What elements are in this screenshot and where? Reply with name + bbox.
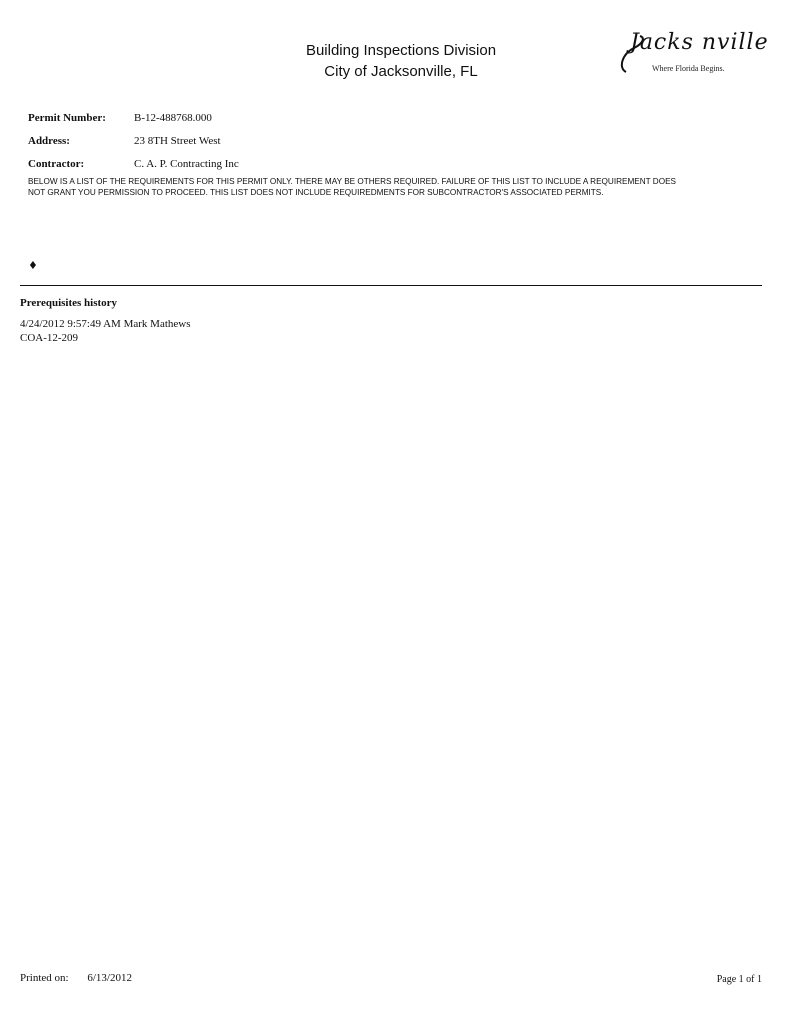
field-value: B-12-488768.000 <box>134 112 212 124</box>
printed-on <box>20 972 132 984</box>
requirements-notice: BELOW IS A LIST OF THE REQUIREMENTS FOR THIS PERMIT ONLY. THERE MAY BE OTHERS REQUIRED. FAILURE OF THIS LIST TO INCLUDE A REQUIREMENT DOES NOT GRANT YOU PERMISSION TO PROCEED. THIS LIST DOES NOT INCLUDE REQUIREDMENTS FOR SUBCONTRACTOR'S ASSOCIATED PERMITS. <box>28 177 677 197</box>
section-divider <box>20 285 762 286</box>
city-title: City of Jacksonville, FL <box>324 63 478 80</box>
field-label: Address: <box>28 135 70 147</box>
field-label: Contractor: <box>28 158 85 170</box>
logo-script: Jacks nville <box>630 30 769 55</box>
field-label: Permit Number: <box>28 112 106 124</box>
list-item: 4/24/2012 9:57:49 AM Mark Mathews <box>20 318 191 330</box>
diamond-bullet-icon: ♦ <box>28 259 38 272</box>
jacksonville-logo <box>616 28 769 80</box>
division-title: Building Inspections Division <box>305 42 497 59</box>
printed-label: Printed on: <box>20 972 69 984</box>
printed-date: 6/13/2012 <box>87 972 132 984</box>
prerequisites-list <box>20 317 191 345</box>
logo-tagline: Where Florida Begins. <box>652 64 725 73</box>
prerequisites-title: Prerequisites history <box>20 297 118 309</box>
field-value: 23 8TH Street West <box>134 135 221 147</box>
field-value: C. A. P. Contracting Inc <box>134 158 239 170</box>
page-number: Page 1 of 1 <box>716 974 762 985</box>
list-item: COA-12-209 <box>20 332 79 344</box>
